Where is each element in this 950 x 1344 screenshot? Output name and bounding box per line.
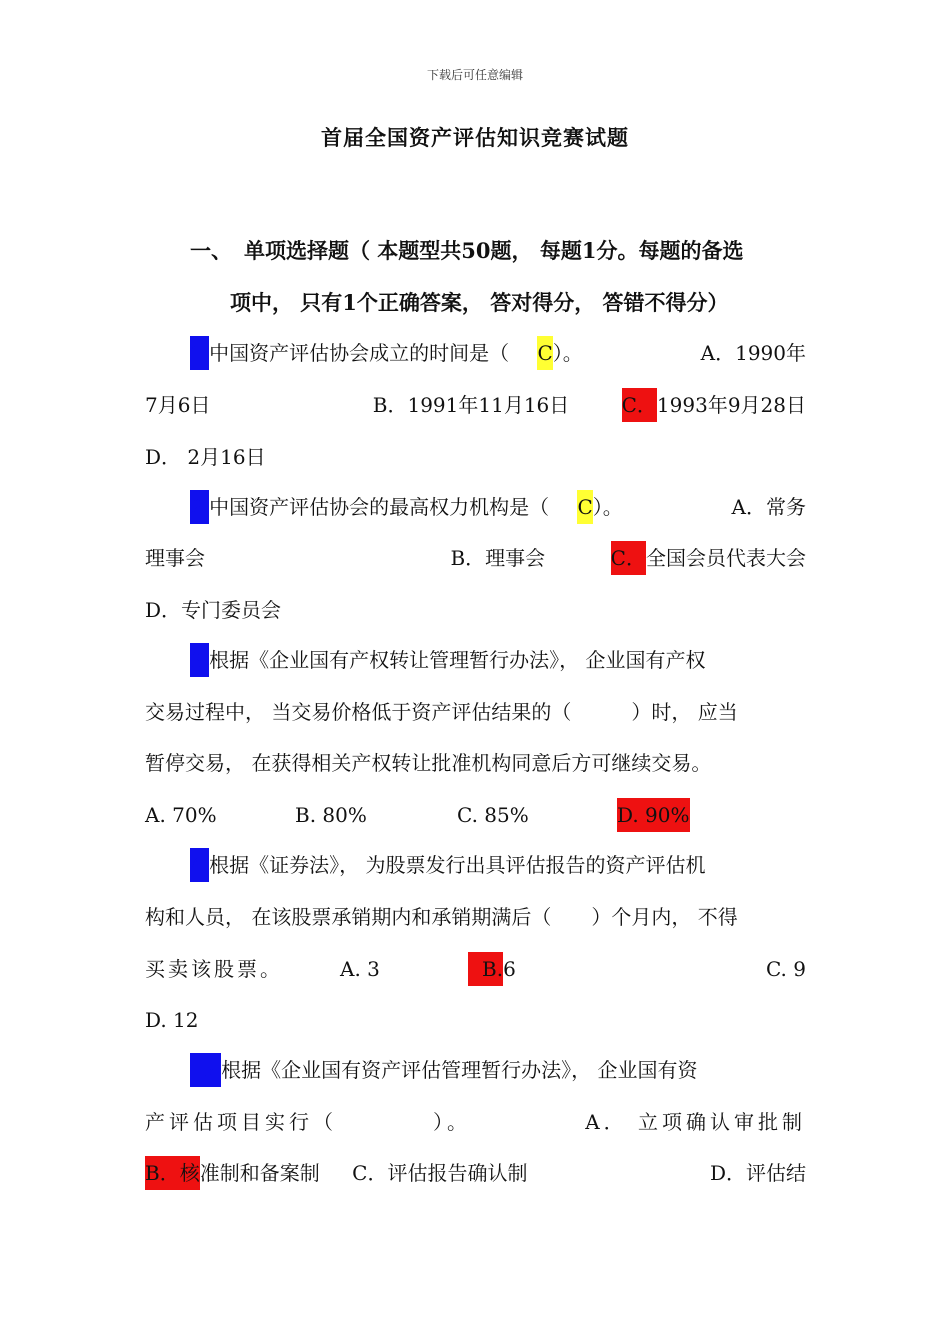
section-heading-line1: 单项选择题（ 本题型共50题， 每题1分。每题的备选 [244,238,744,263]
option-a: A． 立项确认审批制 [585,1110,806,1134]
question-stem: 中国资产评估协会的最高权力机构是（ [209,495,550,519]
option-c: C. 9 [765,957,806,981]
option-b: B. 80% [295,803,367,827]
inline-answer: C [577,490,592,524]
question-3-line2: 交易过程中， 当交易价格低于资产评估结果的（ ）时， 应当 [145,700,738,724]
option-b: 6 [503,957,516,981]
section-number: 一、 [190,238,232,263]
question-number: 2. [190,490,209,524]
question-4-line1 [145,848,806,882]
option-d: D．专门委员会 [145,598,282,622]
question-4-line3 [145,952,806,986]
option-a: A．常务 [731,495,806,519]
correct-option-label: B. [468,952,503,986]
question-number: 4. [190,848,209,882]
correct-option-label: C． [611,541,646,575]
question-stem-end: 买卖该股票。 [145,957,283,981]
stem-end: ）。 [592,495,623,519]
correct-option-d: D. 90% [617,798,690,832]
question-number: 3. [190,643,209,677]
option-a: A. 3 [340,957,380,981]
option-c: 1993年9月28日 [656,393,806,417]
option-a: A. 70% [145,803,217,827]
option-b: B．1991年11月16日 [372,393,570,417]
question-3-line3: 暂停交易， 在获得相关产权转让批准机构同意后方可继续交易。 [145,751,712,775]
option-d: D．评估结 [709,1161,806,1185]
option-c: C．评估报告确认制 [352,1161,528,1185]
section-heading-line2: 项中， 只有1个正确答案， 答对得分， 答错不得分） [230,290,729,315]
option-b: B．理事会 [450,546,546,570]
question-5-line3 [145,1156,806,1190]
question-2-line2 [145,541,806,575]
question-2-line1 [145,490,806,524]
question-stem: 中国资产评估协会成立的时间是（ [209,341,510,365]
option-d: D． 2月16日 [145,445,266,469]
question-1-line1 [145,336,806,370]
question-5-line1 [145,1053,806,1087]
question-number: 1. [190,336,209,370]
page-header: 下载后可任意编辑 [426,68,523,82]
option-d: D. 12 [145,1008,199,1032]
question-5-line2 [145,1105,806,1139]
option-b: 准制和备案制 [199,1161,320,1185]
inline-answer: C [537,336,552,370]
option-a-cont: 理事会 [145,546,205,570]
document-title: 首届全国资产评估知识竞赛试题 [321,125,629,150]
question-stem: 根据《证券法》， 为股票发行出具评估报告的资产评估机 [209,853,706,877]
question-stem: 根据《企业国有产权转让管理暂行办法》， 企业国有产权 [209,648,706,672]
question-stem-cont: 产评估项目实行（ ）。 [145,1110,471,1134]
stem-end: ）。 [552,341,583,365]
question-number: 5. [190,1053,221,1087]
correct-option-label: B．核 [145,1156,200,1190]
question-3-line1 [145,643,806,677]
option-c: C. 85% [457,803,529,827]
option-c: 全国会员代表大会 [645,546,806,570]
question-stem: 根据《企业国有资产评估管理暂行办法》， 企业国有资 [221,1058,698,1082]
option-a: A．1990年 [700,341,806,365]
question-1-line2 [145,388,806,422]
section-heading [145,225,805,277]
option-a-cont: 7月6日 [145,393,211,417]
correct-option-label: C． [622,388,657,422]
question-4-line2: 构和人员， 在该股票承销期内和承销期满后（ ）个月内， 不得 [145,905,738,929]
